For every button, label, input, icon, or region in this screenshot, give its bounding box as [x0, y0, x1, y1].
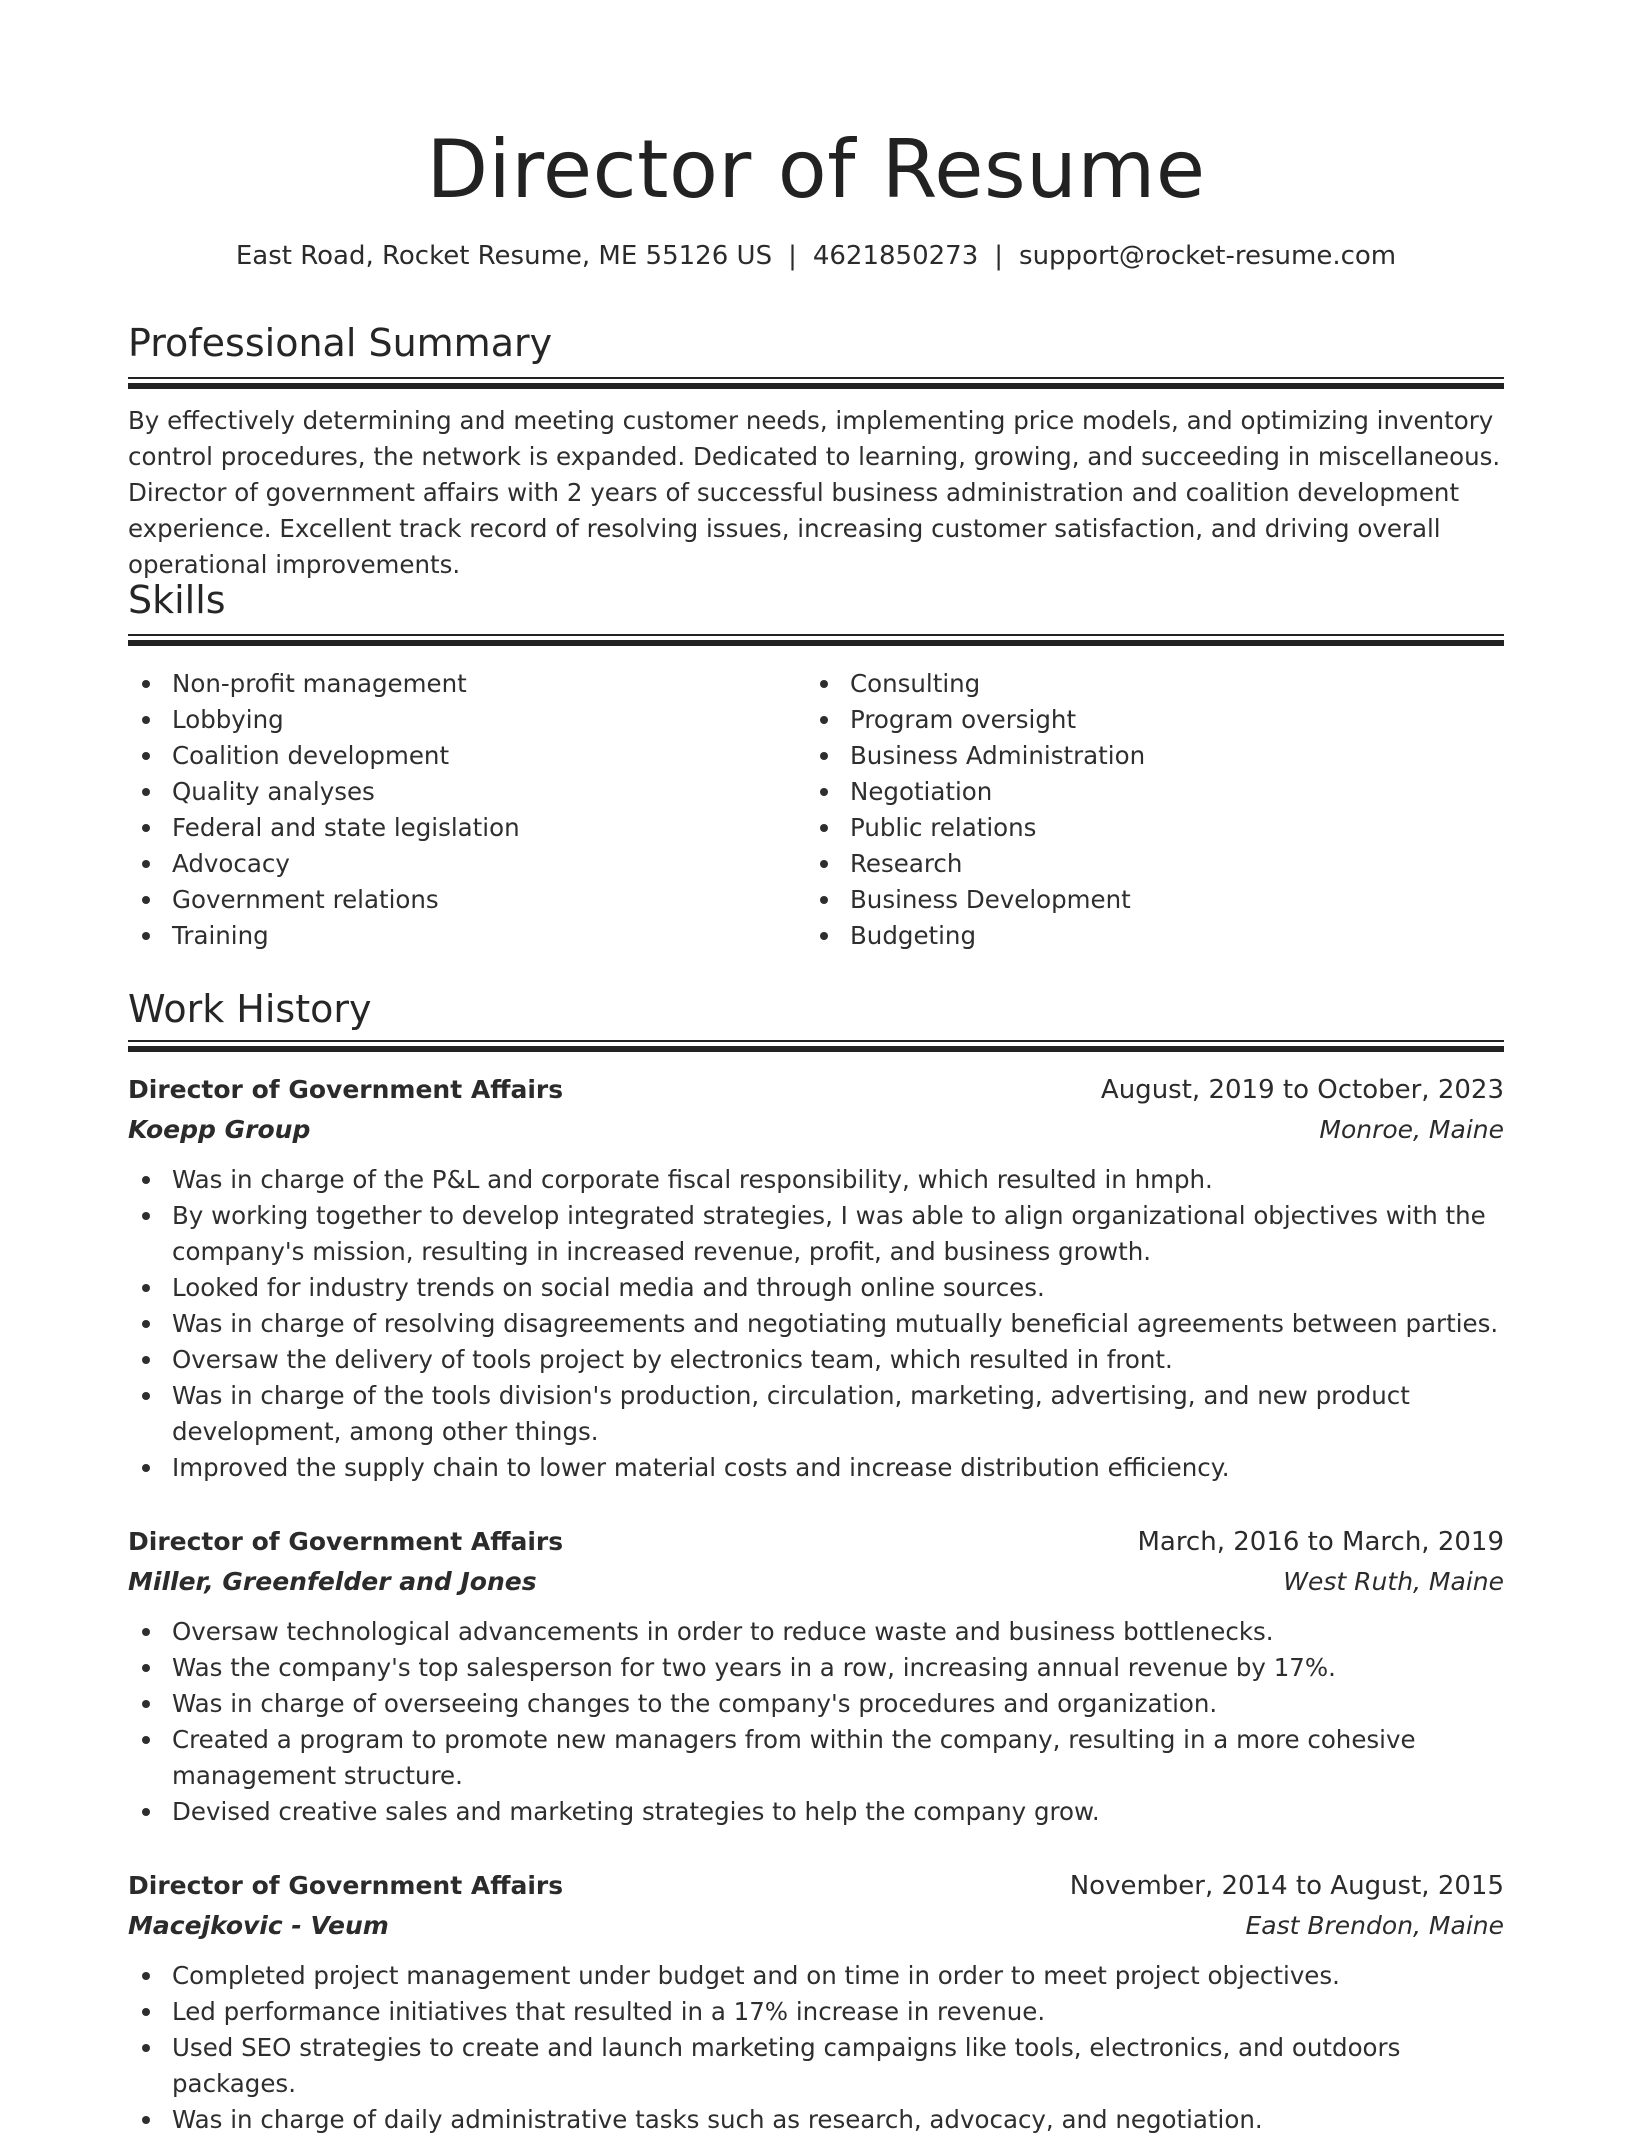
summary-text: By effectively determining and meeting customer needs, implementing price models, and optimizing inventory control procedures, the network is expanded. Dedicated to learning, growing, and succeeding in miscellaneous. Director of government affairs with 2 years of successful business administration and coalition development experience. Excellent track record of resolving issues, increasing customer satisfaction, and driving overall operational improvements. — [128, 406, 1501, 579]
job-dates: November, 2014 to August, 2015 — [1069, 1871, 1504, 1901]
job-bullet: Completed project management under budget and on time in order to meet project objectives. — [128, 1958, 1504, 1994]
job-bullet: Was in charge of the P&L and corporate fiscal responsibility, which resulted in hmph. — [128, 1162, 1504, 1198]
skill-item: Budgeting — [806, 918, 1466, 954]
job-company: Miller, Greenfelder and Jones — [128, 1567, 537, 1596]
section-title-skills: Skills — [128, 578, 226, 622]
job-dates: August, 2019 to October, 2023 — [1100, 1075, 1504, 1105]
section-title-work-history: Work History — [128, 987, 372, 1031]
job-bullet: Was in charge of resolving disagreements and negotiating mutually beneficial agreements between parties. — [128, 1306, 1504, 1342]
job-bullet: Was the company's top salesperson for two years in a row, increasing annual revenue by 17%. — [128, 1650, 1504, 1686]
skill-item: Business Development — [806, 882, 1466, 918]
skill-item: Non-profit management — [128, 666, 788, 702]
job-bullets — [128, 1162, 1504, 1486]
job-bullet: Oversaw the delivery of tools project by electronics team, which resulted in front. — [128, 1342, 1504, 1378]
skill-item: Negotiation — [806, 774, 1466, 810]
skill-item: Government relations — [128, 882, 788, 918]
job-entry — [128, 1866, 1504, 2138]
job-title: Director of Government Affairs — [128, 1527, 564, 1556]
job-bullet: Created a program to promote new managers from within the company, resulting in a more cohesive management structure. — [128, 1722, 1504, 1794]
skill-item: Consulting — [806, 666, 1466, 702]
section-title-summary: Professional Summary — [128, 321, 553, 365]
job-bullet: Oversaw technological advancements in order to reduce waste and business bottlenecks. — [128, 1614, 1504, 1650]
contact-address: East Road, Rocket Resume, ME 55126 US — [235, 241, 773, 271]
section-divider — [128, 1040, 1504, 1051]
job-bullet: Was in charge of overseeing changes to the company's procedures and organization. — [128, 1686, 1504, 1722]
skills-list-right — [806, 666, 1466, 954]
contact-line — [128, 236, 1504, 276]
job-bullet: Devised creative sales and marketing strategies to help the company grow. — [128, 1794, 1504, 1830]
job-dates: March, 2016 to March, 2019 — [1137, 1527, 1504, 1557]
job-location: Monroe, Maine — [1319, 1115, 1504, 1144]
skill-item: Business Administration — [806, 738, 1466, 774]
section-divider — [128, 634, 1504, 645]
job-title: Director of Government Affairs — [128, 1871, 564, 1900]
skill-item: Advocacy — [128, 846, 788, 882]
skill-item: Training — [128, 918, 788, 954]
skill-item: Coalition development — [128, 738, 788, 774]
job-bullet: Was in charge of daily administrative tasks such as research, advocacy, and negotiation. — [128, 2102, 1504, 2138]
job-bullet: Improved the supply chain to lower material costs and increase distribution efficiency. — [128, 1450, 1504, 1486]
job-bullet: By working together to develop integrated strategies, I was able to align organizational objectives with the company's mission, resulting in increased revenue, profit, and business growth. — [128, 1198, 1504, 1270]
job-bullet: Looked for industry trends on social media and through online sources. — [128, 1270, 1504, 1306]
skill-item: Quality analyses — [128, 774, 788, 810]
job-title: Director of Government Affairs — [128, 1075, 564, 1104]
job-location: West Ruth, Maine — [1283, 1567, 1504, 1596]
contact-separator: | — [994, 241, 1004, 271]
section-divider — [128, 377, 1504, 388]
skill-item: Federal and state legislation — [128, 810, 788, 846]
job-entry — [128, 1070, 1504, 1486]
candidate-name: Director of Resume — [426, 123, 1206, 216]
contact-email[interactable]: support@rocket-resume.com — [1019, 241, 1397, 271]
job-company: Macejkovic - Veum — [128, 1911, 389, 1940]
contact-phone: 4621850273 — [812, 241, 979, 271]
skills-list-left — [128, 666, 788, 954]
contact-separator: | — [788, 241, 797, 271]
job-bullet: Used SEO strategies to create and launch marketing campaigns like tools, electronics, and outdoors packages. — [128, 2030, 1504, 2102]
skill-item: Lobbying — [128, 702, 788, 738]
job-bullet: Led performance initiatives that resulted in a 17% increase in revenue. — [128, 1994, 1504, 2030]
job-entry — [128, 1522, 1504, 1830]
skill-item: Program oversight — [806, 702, 1466, 738]
job-bullet: Was in charge of the tools division's production, circulation, marketing, advertising, and new product development, among other things. — [128, 1378, 1504, 1450]
job-company: Koepp Group — [128, 1115, 311, 1144]
job-bullets — [128, 1614, 1504, 1830]
job-location: East Brendon, Maine — [1245, 1911, 1504, 1940]
job-bullets — [128, 1958, 1504, 2138]
skill-item: Public relations — [806, 810, 1466, 846]
skill-item: Research — [806, 846, 1466, 882]
